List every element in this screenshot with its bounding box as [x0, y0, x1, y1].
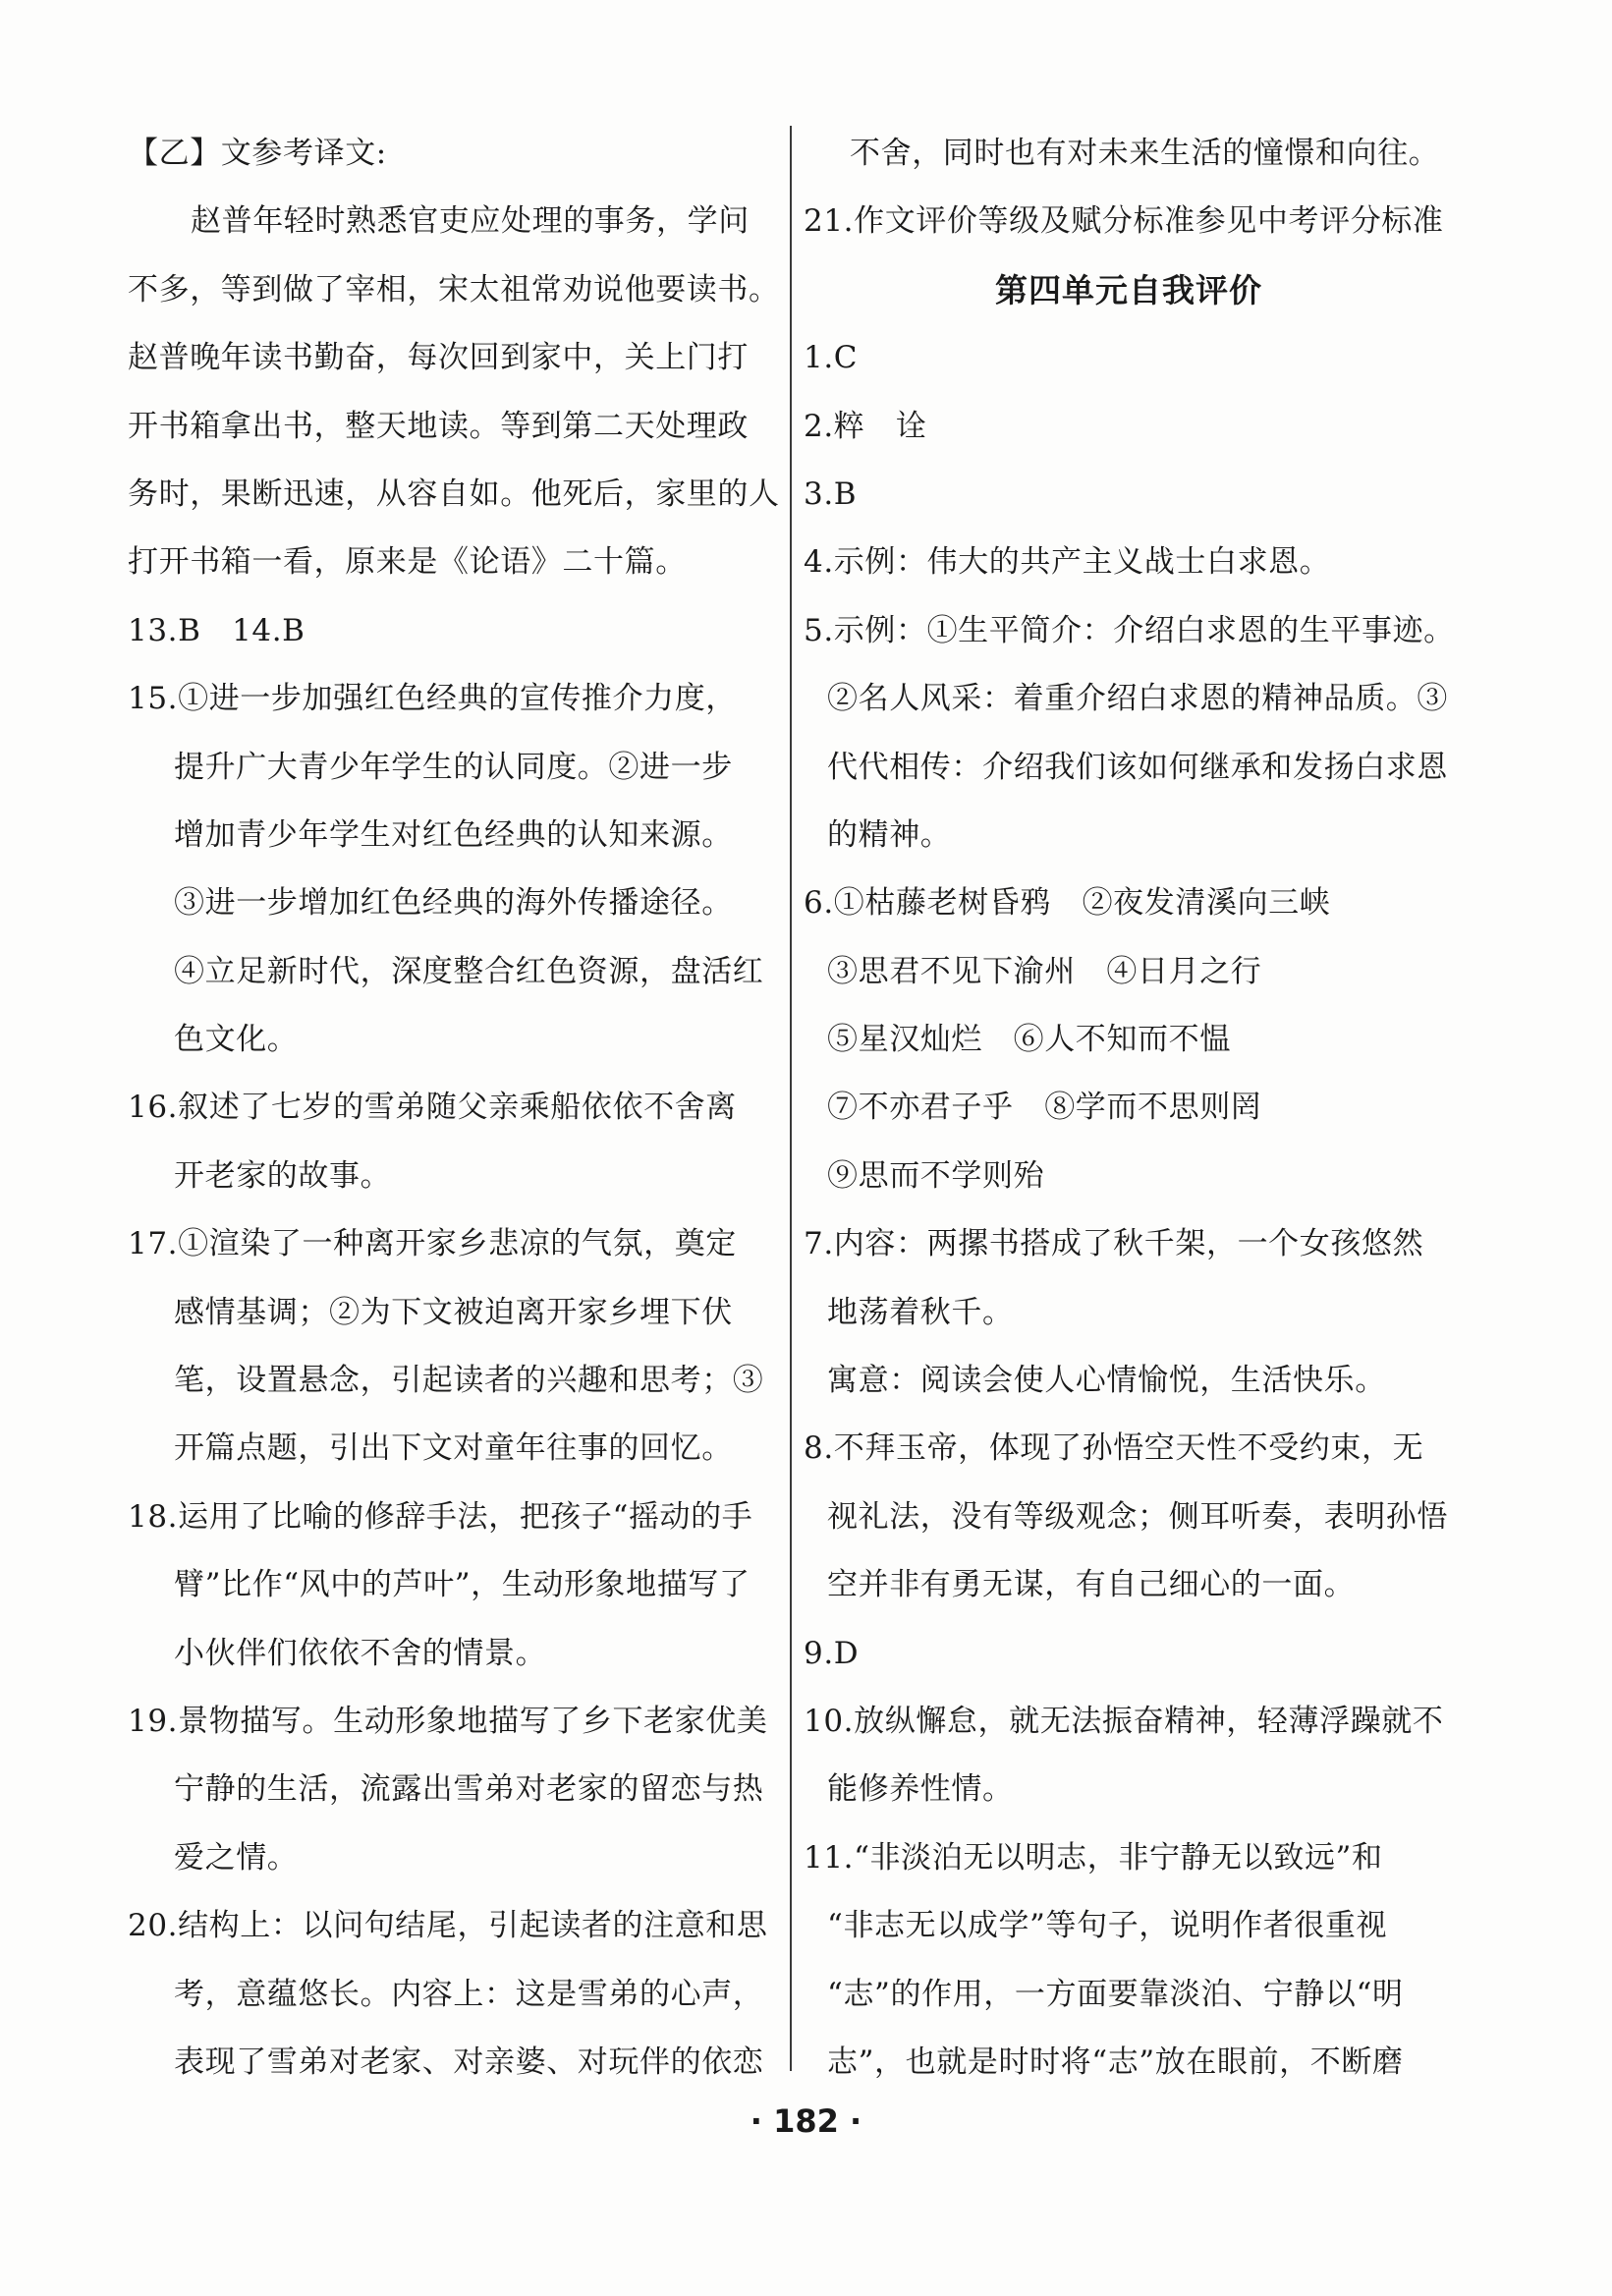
- text-line: 11.“非淡泊无以明志，非宁静无以致远”和: [804, 1839, 1383, 1876]
- answer-9: 9.D: [804, 1635, 860, 1671]
- text-line: 宁静的生活，流露出雪弟对老家的留恋与热: [174, 1771, 764, 1808]
- answer-7: [804, 1210, 1454, 1415]
- text-line: “非志无以成学”等句子，说明作者很重视: [827, 1908, 1388, 1944]
- answer-6: [804, 869, 1454, 1210]
- text-line: 寓意：阅读会使人心情愉悦，生活快乐。: [827, 1363, 1386, 1399]
- text-line: ③思君不见下渝州 ④日月之行: [827, 953, 1262, 989]
- answer-21: 21.作文评价等级及赋分标准参见中考评分标准: [804, 203, 1444, 240]
- text-line: 打开书箱一看，原来是《论语》二十篇。: [128, 544, 687, 581]
- text-line: 赵普晚年读书勤奋，每次回到家中，关上门打: [128, 340, 749, 376]
- text-line: 视礼法，没有等级观念；侧耳听奏，表明孙悟: [827, 1498, 1448, 1535]
- answer-5: [804, 597, 1454, 870]
- answer-20-continued: 不舍，同时也有对未来生活的憧憬和向往。: [850, 136, 1440, 171]
- text-line: ⑨思而不学则殆: [827, 1157, 1045, 1194]
- text-line: 7.内容：两摞书搭成了秋千架，一个女孩悠然: [804, 1226, 1424, 1262]
- answer-16: [128, 1074, 778, 1210]
- answer-3: 3.B: [804, 476, 858, 512]
- answer-4: 4.示例：伟大的共产主义战士白求恩。: [804, 544, 1331, 581]
- text-line: 能修养性情。: [827, 1771, 1014, 1808]
- text-line: ②名人风采：着重介绍白求恩的精神品质。③: [827, 681, 1448, 717]
- text-line: 18.运用了比喻的修辞手法，把孩子“摇动的手: [128, 1498, 753, 1535]
- text-line: 开篇点题，引出下文对童年往事的回忆。: [174, 1430, 733, 1467]
- text-line: ⑤星汉灿烂 ⑥人不知而不愠: [827, 1022, 1231, 1058]
- answer-18: [128, 1484, 778, 1688]
- text-line: 开老家的故事。: [174, 1157, 392, 1194]
- page-number: · 182 ·: [750, 2102, 862, 2140]
- answer-10: [804, 1688, 1454, 1824]
- left-column: [128, 120, 778, 2097]
- text-line: 提升广大青少年学生的认同度。②进一步: [174, 749, 733, 785]
- text-line: 考，意蕴悠长。内容上：这是雪弟的心声，: [174, 1976, 764, 2012]
- text-line: 10.放纵懈怠，就无法振奋精神，轻薄浮躁就不: [804, 1703, 1444, 1739]
- section-title: 第四单元自我评价: [995, 270, 1262, 309]
- text-line: 表现了雪弟对老家、对亲婆、对玩伴的依恋: [174, 2044, 764, 2080]
- answer-17: [128, 1210, 778, 1484]
- text-line: 爱之情。: [174, 1839, 299, 1876]
- text-line: 开书箱拿出书，整天地读。等到第二天处理政: [128, 408, 749, 444]
- text-line: 小伙伴们依依不舍的情景。: [174, 1635, 547, 1671]
- text-line: ③进一步增加红色经典的海外传播途径。: [174, 885, 733, 922]
- answer-20: [128, 1892, 778, 2097]
- answer-11: [804, 1824, 1454, 2098]
- answer-8: [804, 1415, 1454, 1619]
- text-line: 感情基调；②为下文被迫离开家乡埋下伏: [174, 1294, 733, 1330]
- text-line: 代代相传：介绍我们该如何继承和发扬白求恩: [827, 749, 1448, 785]
- text-line: 色文化。: [174, 1022, 299, 1058]
- text-line: 臂”比作“风中的芦叶”，生动形象地描写了: [174, 1567, 750, 1603]
- text-line: 务时，果断迅速，从容自如。他死后，家里的人: [128, 476, 780, 512]
- text-line: 17.①渲染了一种离开家乡悲凉的气氛，奠定: [128, 1226, 737, 1262]
- text-line: ⑦不亦君子乎 ⑧学而不思则罔: [827, 1090, 1262, 1126]
- text-line: 地荡着秋千。: [827, 1294, 1014, 1330]
- answer-15: [128, 665, 778, 1074]
- text-line: 15.①进一步加强红色经典的宣传推介力度，: [128, 681, 737, 717]
- text-line: 赵普年轻时熟悉官吏应处理的事务，学问: [191, 203, 750, 240]
- answer-2: 2.粹 诠: [804, 408, 927, 444]
- text-line: 20.结构上：以问句结尾，引起读者的注意和思: [128, 1908, 768, 1944]
- text-line: 5.示例：①生平简介：介绍白求恩的生平事迹。: [804, 612, 1455, 648]
- text-line: 增加青少年学生对红色经典的认知来源。: [174, 816, 733, 853]
- text-line: 笔，设置悬念，引起读者的兴趣和思考；③: [174, 1363, 764, 1399]
- answer-13-14: 13.B 14.B: [128, 612, 306, 648]
- text-line: 志”，也就是时时将“志”放在眼前，不断磨: [827, 2044, 1404, 2080]
- right-column: [804, 120, 1454, 2097]
- column-divider: [790, 126, 792, 2071]
- text-line: 不多，等到做了宰相，宋太祖常劝说他要读书。: [128, 271, 780, 308]
- text-line: 8.不拜玉帝，体现了孙悟空天性不受约束，无: [804, 1430, 1424, 1467]
- translation-paragraph: [128, 188, 778, 596]
- text-line: 16.叙述了七岁的雪弟随父亲乘船依依不舍离: [128, 1090, 737, 1126]
- answer-19: [128, 1688, 778, 1892]
- text-line: “志”的作用，一方面要靠淡泊、宁静以“明: [827, 1976, 1404, 2012]
- translation-header: 【乙】文参考译文:: [128, 136, 387, 171]
- text-line: 空并非有勇无谋，有自己细心的一面。: [827, 1567, 1356, 1603]
- text-line: 的精神。: [827, 816, 952, 853]
- text-line: ④立足新时代，深度整合红色资源，盘活红: [174, 953, 764, 989]
- answer-1: 1.C: [804, 340, 859, 376]
- text-line: 19.景物描写。生动形象地描写了乡下老家优美: [128, 1703, 768, 1739]
- text-line: 6.①枯藤老树昏鸦 ②夜发清溪向三峡: [804, 885, 1331, 922]
